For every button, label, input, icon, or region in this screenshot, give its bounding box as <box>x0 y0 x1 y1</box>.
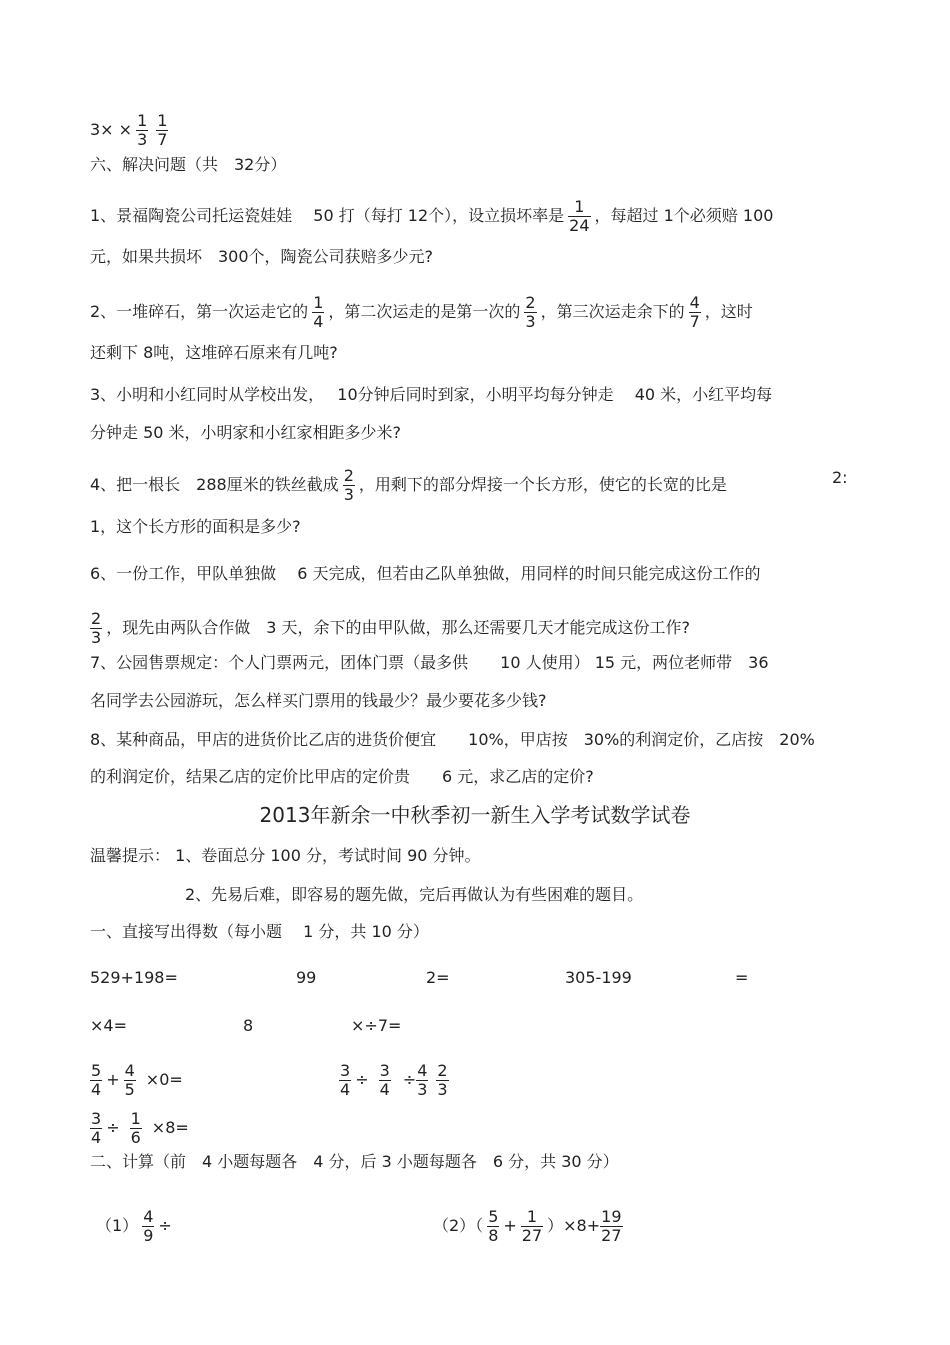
ratio-fragment: 2: <box>832 468 848 487</box>
fraction: $\frac{5}{4}$ <box>91 1061 102 1099</box>
question-7-line-1: 7、公园售票规定：个人门票两元，团体门票（最多供 10 人使用） 15 元，两位老师带 36 <box>90 653 769 672</box>
top-expression <box>90 112 172 149</box>
question-3-line-1: 3、小明和小红同时从学校出发， 10分钟后同时到家，小明平均每分钟走 40 米，小红平均每 <box>90 385 773 404</box>
fraction: $\frac{19}{27}$ <box>601 1207 622 1245</box>
calc-item: ×÷7= <box>351 1016 402 1035</box>
fraction: $\frac{3}{4}$ <box>379 1061 390 1099</box>
tip-line-1: 温馨提示： 1、卷面总分 100 分，考试时间 90 分钟。 <box>90 846 481 865</box>
calc-item: 99 <box>296 968 317 987</box>
fraction: $\frac{4}{7}$ <box>689 293 700 331</box>
question-3-line-2: 分钟走 50 米，小明家和小红家相距多少米? <box>90 423 402 442</box>
fraction: $\frac{1}{27}$ <box>521 1207 543 1245</box>
calc-item: 305-199 <box>565 968 632 987</box>
question-2-line-2: 还剩下 8吨，这堆碎石原来有几吨? <box>90 343 338 362</box>
question-2-line-1: 2、一堆碎石，第一次运走它的 $\frac{1}{4}$ ，第二次运走的是第一次的 $\frac{2}{3}$ ，第三次运走余下的 $\frac{4}{7}$ ，这时 <box>90 293 753 331</box>
part-1-heading: 一、直接写出得数（每小题 1 分，共 10 分） <box>90 922 429 941</box>
fraction: $\frac{3}{4}$ <box>91 1109 102 1147</box>
tip-line-2: 2、先易后难，即容易的题先做，完后再做认为有些困难的题目。 <box>185 885 644 904</box>
calc-item: ×4= <box>90 1016 127 1035</box>
fraction: $\frac{4}{9}$ <box>143 1207 154 1245</box>
calc-item: $\frac{3}{4}$ ÷ $\frac{3}{4}$ ÷ $\frac{4}{3}$ $\frac{2}{3}$ <box>340 1061 448 1099</box>
fraction: $\frac{2}{3}$ <box>437 1061 448 1099</box>
fraction: $\frac{1}{24}$ <box>569 197 590 235</box>
fraction: $\frac{2}{3}$ <box>525 293 536 331</box>
fraction: $\frac{1}{6}$ <box>130 1109 141 1147</box>
expr-text: 3× × <box>90 120 133 139</box>
fraction: $\frac{2}{3}$ <box>91 609 102 647</box>
calc-item: 529+198= <box>90 968 178 987</box>
question-4-line-2: 1，这个长方形的面积是多少? <box>90 517 301 536</box>
fraction: $\frac{2}{3}$ <box>343 466 354 504</box>
fraction: $\frac{5}{8}$ <box>488 1207 499 1245</box>
fraction: $\frac{4}{3}$ <box>417 1061 428 1099</box>
question-7-line-2: 名同学去公园游玩，怎么样买门票用的钱最少？最少要花多少钱? <box>90 691 547 710</box>
question-6-line-2: $\frac{2}{3}$ ，现先由两队合作做 3 天，余下的由甲队做，那么还需要几天才能完成这份工作? <box>91 609 690 647</box>
question-6-line-1: 6、一份工作，甲队单独做 6 天完成，但若由乙队单独做，用同样的时间只能完成这份工作的 <box>90 564 761 583</box>
calc-item: = <box>735 968 749 987</box>
calc-item: 8 <box>243 1016 254 1035</box>
question-8-line-2: 的利润定价，结果乙店的定价比甲店的定价贵 6 元，求乙店的定价? <box>90 767 594 786</box>
part-2-heading: 二、计算（前 4 小题每题各 4 分，后 3 小题每题各 6 分，共 30 分） <box>90 1152 619 1171</box>
calc-item: 2= <box>426 968 450 987</box>
fraction: $\frac{1}{7}$ <box>157 111 168 149</box>
problem-2: （2）（ $\frac{5}{8}$ + $\frac{1}{27}$ ）×8+ $\frac{19}{27}$ <box>433 1207 622 1245</box>
fraction: $\frac{1}{3}$ <box>137 111 148 149</box>
fraction: $\frac{1}{4}$ <box>313 293 324 331</box>
calc-item: $\frac{5}{4}$ + $\frac{4}{5}$ ×0= <box>91 1061 183 1099</box>
question-4-line-1: 4、把一根长 288厘米的铁丝截成 $\frac{2}{3}$ ，用剩下的部分焊接一个长方形，使它的长宽的比是 <box>90 466 727 504</box>
calc-item: $\frac{3}{4}$ ÷ $\frac{1}{6}$ ×8= <box>91 1109 189 1147</box>
question-1-line-1: 1、景福陶瓷公司托运瓷娃娃 50 打（每打 12个），设立损坏率是 $\frac{1}{24}$ ，每超过 1个必须赔 100 <box>90 197 774 235</box>
section-heading: 六、解决问题（共 32分） <box>90 155 287 174</box>
problem-1: （1） $\frac{4}{9}$ ÷ <box>96 1207 172 1245</box>
fraction: $\frac{4}{5}$ <box>124 1061 135 1099</box>
question-1-line-2: 元，如果共损坏 300个，陶瓷公司获赔多少元? <box>90 247 434 266</box>
fraction: $\frac{3}{4}$ <box>340 1061 351 1099</box>
question-8-line-1: 8、某种商品，甲店的进货价比乙店的进货价便宜 10%，甲店按 30%的利润定价，乙店按 20% <box>90 730 815 749</box>
exam-title: 2013年新余一中秋季初一新生入学考试数学试卷 <box>259 803 691 827</box>
